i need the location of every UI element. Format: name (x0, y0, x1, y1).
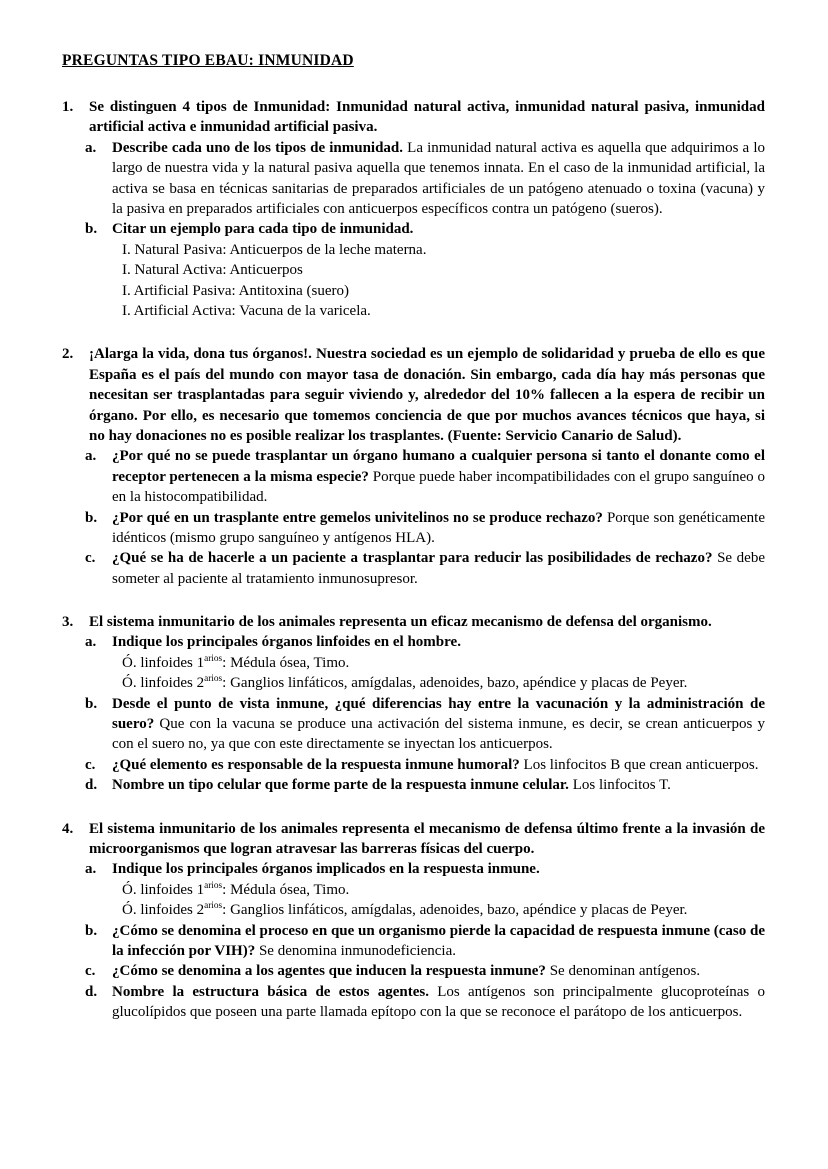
item-answer: Los linfocitos B que crean anticuerpos. (523, 756, 759, 773)
answer-item-3d (62, 775, 765, 795)
answer-item-4b (62, 921, 765, 962)
organ-list (122, 653, 765, 694)
item-answer: Se denomina inmunodeficiencia. (258, 942, 456, 959)
answer-item-4d (62, 982, 765, 1023)
item-letter: d. (85, 777, 98, 794)
question-number: 1. (62, 99, 74, 116)
item-answer: Los linfocitos T. (572, 777, 671, 794)
item-question: ¿Cómo se denomina a los agentes que inducen la respuesta inmune? (112, 963, 546, 980)
item-letter: b. (85, 509, 98, 526)
organ-line-post: : Médula ósea, Timo. (222, 881, 350, 898)
item-question: ¿Cómo se denomina el proceso en que un organismo pierde la capacidad de respuesta inmune (caso de la infección por VIH)? (112, 922, 765, 959)
question-number: 4. (62, 820, 74, 837)
item-question: ¿Por qué en un trasplante entre gemelos univitelinos no se produce rechazo? (112, 509, 603, 526)
item-answer: Los antígenos son principalmente glucoproteínas o glucolípidos que poseen una parte llamada epítopo con la que se reconoce el parátopo de los anticuerpos. (112, 983, 765, 1021)
question-3 (62, 612, 765, 796)
organ-line (122, 900, 765, 920)
item-question: ¿Qué elemento es responsable de la respuesta inmune humoral? (112, 756, 520, 773)
answer-item-4c (62, 961, 765, 981)
question-intro (62, 97, 765, 138)
item-letter: b. (85, 695, 98, 712)
question-intro (62, 344, 765, 446)
organ-line (122, 653, 765, 673)
item-answer: Porque son genéticamente idénticos (mismo grupo sanguíneo y antígenos HLA). (112, 509, 765, 546)
item-letter: c. (85, 756, 96, 773)
ordinal-superscript: arios (204, 674, 223, 685)
question-number: 3. (62, 614, 74, 631)
ordinal-superscript: arios (204, 880, 223, 891)
question-intro-text: El sistema inmunitario de los animales representa un eficaz mecanismo de defensa del organismo. (89, 614, 712, 631)
item-answer: La inmunidad natural activa es aquella que adquirimos a lo largo de nuestra vida y la natural pasiva aquella que tenemos innata. En el caso de la inmunidad artificial, la activa se basa en técnicas sanitarias de preparados artificiales de un patógeno atenuado o toxina (vacuna) y la pasiva en preparados artificiales con anticuerpos específicos contra un patógeno (sueros). (112, 139, 766, 218)
item-question: ¿Qué se ha de hacerle a un paciente a trasplantar para reducir las posibilidades de rechazo? (112, 550, 713, 567)
item-question: ¿Por qué no se puede trasplantar un órgano humano a cualquier persona si tanto el donante como el receptor pertenecen a la misma especie? (112, 448, 765, 485)
item-question: Citar un ejemplo para cada tipo de inmunidad. (112, 221, 414, 238)
organ-line-post: : Ganglios linfáticos, amígdalas, adenoides, bazo, apéndice y placas de Peyer. (222, 675, 688, 692)
item-answer: Porque puede haber incompatibilidades con el grupo sanguíneo o en la histocompatibilidad. (112, 468, 765, 506)
item-question: Describe cada uno de los tipos de inmunidad. (112, 139, 404, 156)
organ-line-pre: Ó. linfoides 1 (122, 654, 205, 671)
question-1 (62, 97, 765, 321)
question-4 (62, 819, 765, 1023)
item-letter: b. (85, 922, 98, 939)
question-intro (62, 612, 765, 632)
example-line: I. Natural Pasiva: Anticuerpos de la leche materna. (122, 241, 427, 258)
question-number: 2. (62, 346, 74, 363)
answer-item-2b (62, 508, 765, 549)
item-letter: c. (85, 963, 96, 980)
item-letter: c. (85, 550, 96, 567)
item-answer: Que con la vacuna se produce una activación del sistema inmune, es decir, se crean anticuerpos y con el suero no, ya que con este directamente se inyectan los anticuerpos. (112, 716, 766, 753)
answer-item-2c (62, 548, 765, 589)
example-list (122, 240, 765, 322)
example-line: I. Artificial Pasiva: Antitoxina (suero) (122, 282, 350, 299)
question-intro-text: Se distinguen 4 tipos de Inmunidad: Inmunidad natural activa, inmunidad natural pasiva, inmunidad artificial activa e inmunidad artificial pasiva. (89, 99, 765, 136)
ordinal-superscript: arios (204, 653, 223, 664)
organ-list (122, 880, 765, 921)
answer-item-3b (62, 694, 765, 755)
item-answer: Se debe someter al paciente al tratamiento inmunosupresor. (112, 550, 765, 587)
organ-line-pre: Ó. linfoides 1 (122, 881, 205, 898)
example-line: I. Natural Activa: Anticuerpos (122, 262, 303, 279)
organ-line-post: : Médula ósea, Timo. (222, 654, 350, 671)
item-letter: d. (85, 983, 98, 1000)
item-letter: a. (85, 448, 97, 465)
question-intro-text: ¡Alarga la vida, dona tus órganos!. Nuestra sociedad es un ejemplo de solidaridad y prueba de ello es que España es el país del mundo con mayor tasa de donación. Sin embargo, cada día hay más personas que necesitan ser trasplantadas para seguir viviendo y, alrededor del 10% fallecen a la espera de recibir un órgano. Por ello, es necesario que tomemos conciencia de que por muchos avances técnicos que haya, si no hay donaciones no es posible realizar los trasplantes. (Fuente: Servicio Canario de Salud). (89, 346, 765, 444)
item-question: Desde el punto de vista inmune, ¿qué diferencias hay entre la vacunación y la administración de suero? (112, 695, 765, 733)
organ-line-post: : Ganglios linfáticos, amígdalas, adenoides, bazo, apéndice y placas de Peyer. (222, 902, 688, 919)
organ-line-pre: Ó. linfoides 2 (122, 902, 205, 919)
answer-item-3a (62, 632, 765, 693)
answer-item-1a (62, 138, 765, 220)
item-letter: a. (85, 139, 97, 156)
question-intro (62, 819, 765, 860)
item-question: Indique los principales órganos linfoides en el hombre. (112, 634, 461, 651)
organ-line-pre: Ó. linfoides 2 (122, 675, 205, 692)
question-intro-text: El sistema inmunitario de los animales representa el mecanismo de defensa último frente a la invasión de microorganismos que logran atravesar las barreras físicas del cuerpo. (89, 820, 765, 857)
item-question: Nombre un tipo celular que forme parte de la respuesta inmune celular. (112, 777, 569, 794)
document-title: PREGUNTAS TIPO EBAU: INMUNIDAD (62, 52, 354, 69)
item-question: Nombre la estructura básica de estos agentes. (112, 983, 429, 1000)
answer-item-2a (62, 446, 765, 507)
answer-item-1b (62, 219, 765, 321)
item-question: Indique los principales órganos implicados en la respuesta inmune. (112, 861, 540, 878)
item-letter: a. (85, 861, 97, 878)
item-letter: a. (85, 634, 97, 651)
question-2 (62, 344, 765, 589)
item-letter: b. (85, 221, 98, 238)
answer-item-3c (62, 755, 765, 775)
organ-line (122, 880, 765, 900)
ordinal-superscript: arios (204, 901, 223, 912)
answer-item-4a (62, 859, 765, 920)
example-line: I. Artificial Activa: Vacuna de la varicela. (122, 302, 371, 319)
organ-line (122, 673, 765, 693)
item-answer: Se denominan antígenos. (549, 963, 701, 980)
